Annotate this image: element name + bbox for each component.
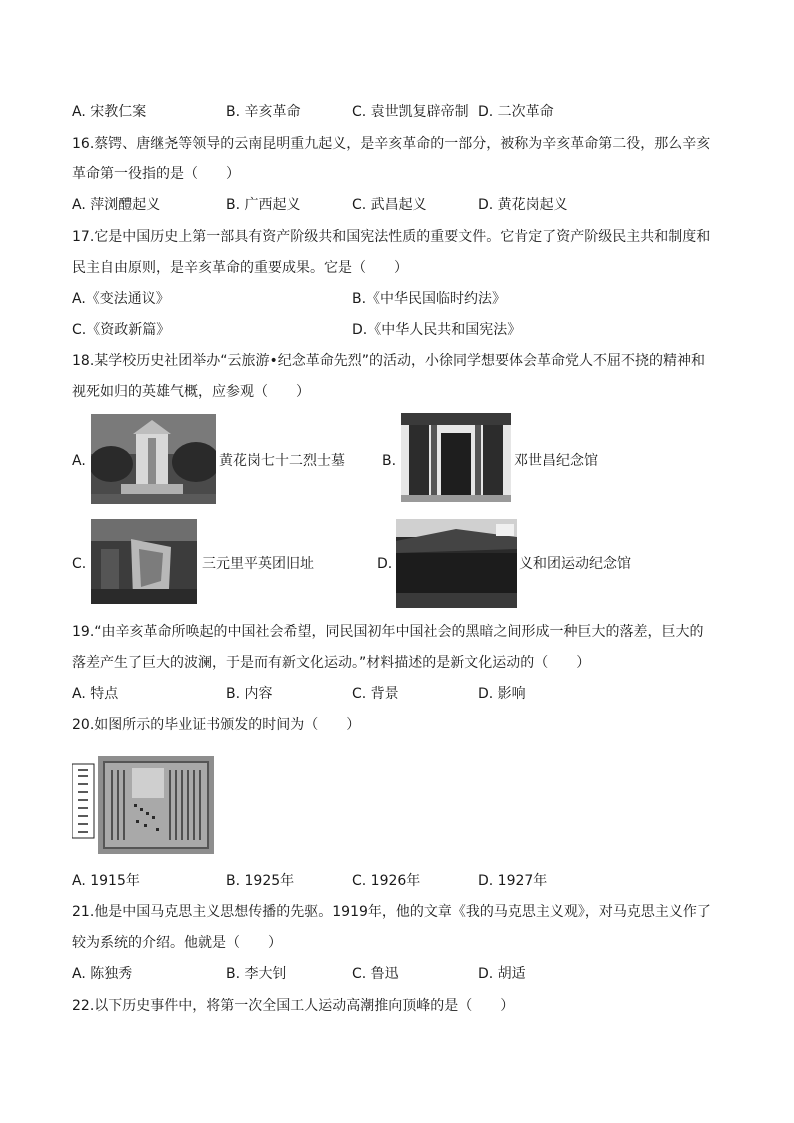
q21-stem-line-1: 21.他是中国马克思主义思想传播的先驱。1919年，他的文章《我的马克思主义观》，对马克思主义作了 [72,904,711,920]
q20-stem: 20.如图所示的毕业证书颁发的时间为（ ） [72,717,361,733]
q20-option-d[interactable]: D. 1927年 [478,873,548,889]
q18-option-b-letter[interactable]: B. [382,453,397,469]
q19-stem-line-1: 19.“由辛亥革命所唤起的中国社会希望，同民国初年中国社会的黑暗之间形成一种巨大的落差，巨大的 [72,624,704,640]
q19-option-b[interactable]: B. 内容 [226,686,273,702]
q18-stem-line-2: 视死如归的英雄气概，应参观（ ） [72,384,310,400]
memorial-museum-photo-image [396,519,517,608]
q19-stem-line-2: 落差产生了巨大的波澜，于是而有新文化运动。”材料描述的是新文化运动的（ ） [72,655,591,671]
q16-option-a[interactable]: A. 萍浏醴起义 [72,197,161,213]
q20-certificate-image [72,754,216,856]
q20-option-c[interactable]: C. 1926年 [352,873,421,889]
q18-option-c-caption: 三元里平英团旧址 [202,556,314,572]
q18-option-c-photo[interactable] [91,519,197,604]
tomb-photo-image [91,414,216,504]
q18-option-b-photo[interactable] [401,413,511,502]
q16-option-c[interactable]: C. 武昌起义 [352,197,427,213]
graduation-certificate-image [72,754,216,856]
q17-option-d[interactable]: D.《中华人民共和国宪法》 [352,322,522,338]
q17-option-c[interactable]: C.《资政新篇》 [72,322,171,338]
q18-option-d-letter[interactable]: D. [377,556,393,572]
q17-option-b[interactable]: B.《中华民国临时约法》 [352,291,507,307]
q17-stem-line-1: 17.它是中国历史上第一部具有资产阶级共和国宪法性质的重要文件。它肯定了资产阶级民主共和制度和 [72,229,711,245]
q18-option-a-caption: 黄花岗七十二烈士墓 [219,453,345,469]
q18-option-c-letter[interactable]: C. [72,556,87,572]
q18-option-d-photo[interactable] [396,519,517,608]
q15-option-d[interactable]: D. 二次革命 [478,104,554,120]
q15-option-c[interactable]: C. 袁世凯复辟帝制 [352,104,469,120]
q18-option-d-caption: 义和团运动纪念馆 [519,556,631,572]
q21-option-a[interactable]: A. 陈独秀 [72,966,133,982]
q21-option-d[interactable]: D. 胡适 [478,966,526,982]
q16-stem-line-1: 16.蔡锷、唐继尧等领导的云南昆明重九起义，是辛亥革命的一部分，被称为辛亥革命第二役，那么辛亥 [72,136,711,152]
q18-option-a-letter[interactable]: A. [72,453,86,469]
q17-option-a[interactable]: A.《变法通议》 [72,291,170,307]
q16-option-b[interactable]: B. 广西起义 [226,197,301,213]
old-site-photo-image [91,519,197,604]
q16-option-d[interactable]: D. 黄花岗起义 [478,197,568,213]
q22-stem: 22.以下历史事件中，将第一次全国工人运动高潮推向顶峰的是（ ） [72,998,515,1014]
q21-option-c[interactable]: C. 鲁迅 [352,966,399,982]
q20-option-a[interactable]: A. 1915年 [72,873,140,889]
q19-option-a[interactable]: A. 特点 [72,686,119,702]
q19-option-d[interactable]: D. 影响 [478,686,526,702]
q17-stem-line-2: 民主自由原则，是辛亥革命的重要成果。它是（ ） [72,260,408,276]
q19-option-c[interactable]: C. 背景 [352,686,399,702]
q16-stem-line-2: 革命第一役指的是（ ） [72,166,240,182]
q21-stem-line-2: 较为系统的介绍。他就是（ ） [72,935,282,951]
memorial-hall-photo-image [401,413,511,502]
q21-option-b[interactable]: B. 李大钊 [226,966,287,982]
q15-option-b[interactable]: B. 辛亥革命 [226,104,301,120]
q15-option-a[interactable]: A. 宋教仁案 [72,104,147,120]
q18-option-b-caption: 邓世昌纪念馆 [514,453,598,469]
q18-stem-line-1: 18.某学校历史社团举办“云旅游•纪念革命先烈”的活动，小徐同学想要体会革命党人不屈不挠的精神和 [72,353,706,369]
q18-option-a-photo[interactable] [91,414,216,504]
q20-option-b[interactable]: B. 1925年 [226,873,295,889]
